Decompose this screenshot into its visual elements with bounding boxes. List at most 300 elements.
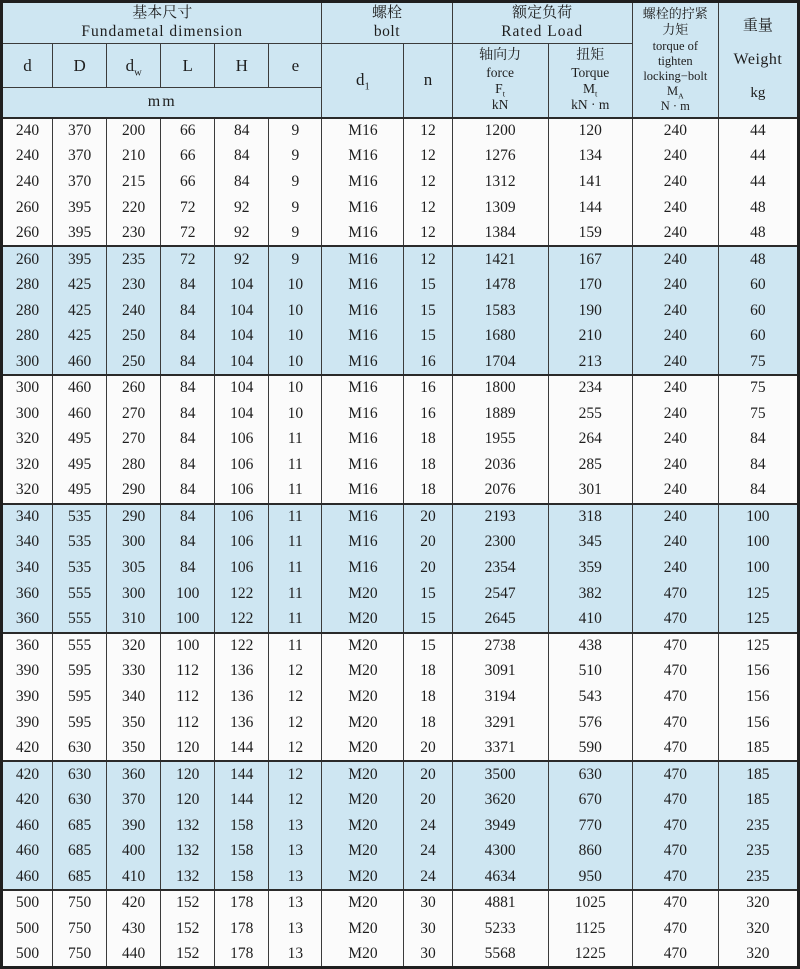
cell: 460 (53, 375, 107, 401)
cell: 15 (404, 607, 452, 633)
cell: 144 (215, 761, 269, 787)
cell: 144 (548, 195, 632, 221)
cell: 112 (161, 710, 215, 736)
cell: 240 (632, 221, 718, 247)
cell: 12 (404, 169, 452, 195)
cell: 420 (2, 736, 53, 762)
cell: 100 (161, 633, 215, 659)
cell: 500 (2, 942, 53, 968)
cell: 270 (107, 401, 161, 427)
cell: M16 (322, 375, 404, 401)
cell: 120 (161, 736, 215, 762)
table-row (2, 787, 799, 813)
cell: 330 (107, 658, 161, 684)
table-row (2, 401, 799, 427)
cell: 370 (53, 143, 107, 169)
cell: 240 (632, 375, 718, 401)
cell: 1478 (452, 272, 548, 298)
table-row (2, 839, 799, 865)
cell: 13 (269, 864, 322, 890)
cell: 84 (161, 427, 215, 453)
table-row (2, 427, 799, 453)
cell: 72 (161, 195, 215, 221)
cell: 12 (404, 195, 452, 221)
cell: 48 (718, 195, 798, 221)
cell: 9 (269, 143, 322, 169)
cell: 1583 (452, 298, 548, 324)
cell: 104 (215, 349, 269, 375)
cell: 300 (107, 530, 161, 556)
col-e: e (269, 44, 322, 88)
cell: M16 (322, 143, 404, 169)
cell: M20 (322, 633, 404, 659)
cell: 280 (107, 452, 161, 478)
cell: 60 (718, 272, 798, 298)
cell: 285 (548, 452, 632, 478)
force-unit: kN (491, 97, 509, 113)
cell: 685 (53, 839, 107, 865)
header-group-row (2, 2, 799, 44)
cell: 770 (548, 813, 632, 839)
cell: M20 (322, 839, 404, 865)
cell: 1384 (452, 221, 548, 247)
cell: 670 (548, 787, 632, 813)
cell: 11 (269, 427, 322, 453)
cell: 430 (107, 916, 161, 942)
cell: 13 (269, 839, 322, 865)
cell: 235 (107, 246, 161, 272)
cell: 630 (53, 787, 107, 813)
cell: 9 (269, 195, 322, 221)
cell: 340 (2, 530, 53, 556)
cell: M16 (322, 118, 404, 144)
cell: 555 (53, 581, 107, 607)
cell: 470 (632, 839, 718, 865)
cell: 240 (2, 143, 53, 169)
cell: 144 (215, 787, 269, 813)
cell: 470 (632, 633, 718, 659)
cell: 75 (718, 375, 798, 401)
cell: 250 (107, 324, 161, 350)
cell: 240 (2, 118, 53, 144)
locking-en-line2: tighten (657, 53, 693, 68)
cell: 106 (215, 555, 269, 581)
cell: 84 (161, 324, 215, 350)
cell: 1200 (452, 118, 548, 144)
cell: 12 (269, 787, 322, 813)
cell: 11 (269, 607, 322, 633)
cell: 11 (269, 555, 322, 581)
cell: M16 (322, 452, 404, 478)
cell: 16 (404, 375, 452, 401)
table-row (2, 324, 799, 350)
cell: 158 (215, 864, 269, 890)
cell: 44 (718, 169, 798, 195)
cell: 178 (215, 942, 269, 968)
cell: 595 (53, 684, 107, 710)
cell: 235 (718, 864, 798, 890)
cell: 470 (632, 942, 718, 968)
cell: M16 (322, 324, 404, 350)
table-row (2, 736, 799, 762)
cell: 320 (2, 452, 53, 478)
cell: 18 (404, 710, 452, 736)
cell: 382 (548, 581, 632, 607)
cell: 104 (215, 272, 269, 298)
cell: 104 (215, 401, 269, 427)
cell: 92 (215, 195, 269, 221)
cell: 230 (107, 221, 161, 247)
weight-en: Weight (733, 51, 783, 69)
cell: 3949 (452, 813, 548, 839)
table-row (2, 607, 799, 633)
cell: 360 (2, 607, 53, 633)
cell: 125 (718, 581, 798, 607)
cell: 590 (548, 736, 632, 762)
cell: 15 (404, 324, 452, 350)
cell: 240 (107, 298, 161, 324)
cell: 84 (161, 272, 215, 298)
cell: 470 (632, 684, 718, 710)
cell: 240 (632, 555, 718, 581)
cell: 250 (107, 349, 161, 375)
cell: 460 (53, 349, 107, 375)
cell: 500 (2, 890, 53, 916)
cell: 235 (718, 813, 798, 839)
cell: 543 (548, 684, 632, 710)
cell: 100 (718, 530, 798, 556)
table-row (2, 298, 799, 324)
cell: 3500 (452, 761, 548, 787)
cell: 122 (215, 633, 269, 659)
cell: 18 (404, 427, 452, 453)
cell: 24 (404, 864, 452, 890)
cell: M16 (322, 246, 404, 272)
col-d1: $d_1$ (322, 44, 404, 118)
cell: 125 (718, 633, 798, 659)
cell: 240 (632, 530, 718, 556)
cell: 24 (404, 813, 452, 839)
bolt-group-zh: 螺栓 (371, 5, 402, 22)
cell: 395 (53, 195, 107, 221)
cell: M20 (322, 942, 404, 968)
cell: 320 (718, 890, 798, 916)
cell: 1421 (452, 246, 548, 272)
cell: 300 (2, 375, 53, 401)
cell: 15 (404, 633, 452, 659)
cell: 264 (548, 427, 632, 453)
cell: 390 (2, 658, 53, 684)
cell: 141 (548, 169, 632, 195)
cell: 280 (2, 298, 53, 324)
cell: 500 (2, 916, 53, 942)
cell: 260 (2, 221, 53, 247)
cell: M20 (322, 864, 404, 890)
cell: 84 (161, 452, 215, 478)
cell: M16 (322, 530, 404, 556)
cell: M20 (322, 607, 404, 633)
cell: 10 (269, 401, 322, 427)
cell: 460 (53, 401, 107, 427)
cell: 2076 (452, 478, 548, 504)
cell: 410 (548, 607, 632, 633)
cell: 12 (269, 761, 322, 787)
cell: 300 (107, 581, 161, 607)
cell: 200 (107, 118, 161, 144)
cell: 112 (161, 684, 215, 710)
col-D: D (53, 44, 107, 88)
cell: 390 (107, 813, 161, 839)
cell: 152 (161, 916, 215, 942)
cell: 1309 (452, 195, 548, 221)
table-row (2, 916, 799, 942)
cell: 18 (404, 658, 452, 684)
cell: 13 (269, 813, 322, 839)
cell: 340 (2, 555, 53, 581)
cell: 16 (404, 401, 452, 427)
cell: 210 (107, 143, 161, 169)
cell: 12 (269, 658, 322, 684)
cell: 2645 (452, 607, 548, 633)
cell: 4881 (452, 890, 548, 916)
cell: 9 (269, 118, 322, 144)
cell: 158 (215, 839, 269, 865)
cell: 18 (404, 684, 452, 710)
cell: 320 (2, 427, 53, 453)
cell: 685 (53, 864, 107, 890)
cell: 12 (404, 246, 452, 272)
cell: M20 (322, 710, 404, 736)
locking-symbol: $M_A$ (666, 83, 684, 100)
cell: 84 (718, 452, 798, 478)
cell: 136 (215, 684, 269, 710)
locking-en-line3: locking−bolt (643, 68, 708, 83)
cell: 234 (548, 375, 632, 401)
torque-en: Torque (571, 64, 610, 80)
cell: 122 (215, 607, 269, 633)
cell: 240 (632, 118, 718, 144)
cell: 9 (269, 221, 322, 247)
cell: 2738 (452, 633, 548, 659)
cell: 156 (718, 684, 798, 710)
cell: 190 (548, 298, 632, 324)
cell: 535 (53, 530, 107, 556)
cell: M16 (322, 195, 404, 221)
cell: 10 (269, 324, 322, 350)
table-body (2, 118, 799, 968)
cell: 10 (269, 298, 322, 324)
cell: 12 (404, 118, 452, 144)
cell: 630 (548, 761, 632, 787)
cell: 320 (107, 633, 161, 659)
locking-zh-line1: 螺栓的拧紧 (642, 6, 708, 21)
cell: 10 (269, 272, 322, 298)
weight-unit: kg (750, 85, 766, 102)
cell: M16 (322, 349, 404, 375)
cell: 125 (718, 607, 798, 633)
cell: 48 (718, 246, 798, 272)
cell: 460 (2, 839, 53, 865)
cell: 84 (215, 118, 269, 144)
cell: 470 (632, 916, 718, 942)
cell: 318 (548, 504, 632, 530)
cell: 470 (632, 736, 718, 762)
cell: M16 (322, 298, 404, 324)
cell: M20 (322, 658, 404, 684)
table-row (2, 195, 799, 221)
cell: M20 (322, 916, 404, 942)
cell: 1025 (548, 890, 632, 916)
cell: 75 (718, 349, 798, 375)
cell: 595 (53, 658, 107, 684)
col-L: L (161, 44, 215, 88)
cell: 305 (107, 555, 161, 581)
cell: 320 (2, 478, 53, 504)
cell: 240 (632, 401, 718, 427)
cell: M16 (322, 221, 404, 247)
torque-symbol: $M_t$ (583, 80, 598, 99)
table-row (2, 143, 799, 169)
cell: 235 (718, 839, 798, 865)
cell: 120 (161, 761, 215, 787)
cell: 106 (215, 452, 269, 478)
cell: 390 (2, 684, 53, 710)
cell: 360 (2, 633, 53, 659)
col-n: n (404, 44, 452, 118)
table-row (2, 349, 799, 375)
cell: 240 (632, 452, 718, 478)
cell: 185 (718, 736, 798, 762)
cell: 350 (107, 710, 161, 736)
cell: 13 (269, 916, 322, 942)
cell: 167 (548, 246, 632, 272)
cell: 350 (107, 736, 161, 762)
cell: 220 (107, 195, 161, 221)
cell: 359 (548, 555, 632, 581)
table-row (2, 504, 799, 530)
cell: 420 (107, 890, 161, 916)
cell: 260 (2, 195, 53, 221)
cell: 13 (269, 942, 322, 968)
cell: M20 (322, 787, 404, 813)
cell: 240 (632, 143, 718, 169)
weight-zh: 重量 (742, 18, 773, 35)
cell: 11 (269, 530, 322, 556)
cell: 120 (548, 118, 632, 144)
header-locking-col (632, 2, 718, 118)
cell: 230 (107, 272, 161, 298)
cell: 84 (161, 375, 215, 401)
cell: 84 (161, 349, 215, 375)
cell: 18 (404, 478, 452, 504)
table-row (2, 633, 799, 659)
cell: 132 (161, 864, 215, 890)
bolt-group-en: bolt (373, 23, 401, 41)
cell: 15 (404, 581, 452, 607)
cell: 122 (215, 581, 269, 607)
cell: 16 (404, 349, 452, 375)
table-row (2, 118, 799, 144)
cell: 470 (632, 658, 718, 684)
cell: M20 (322, 890, 404, 916)
cell: 11 (269, 504, 322, 530)
cell: 240 (632, 246, 718, 272)
cell: 750 (53, 942, 107, 968)
header-dimension-group (2, 2, 322, 44)
cell: 20 (404, 787, 452, 813)
cell: M16 (322, 555, 404, 581)
table-row (2, 761, 799, 787)
cell: 470 (632, 710, 718, 736)
cell: 290 (107, 504, 161, 530)
header-weight-col (718, 2, 798, 118)
cell: 1225 (548, 942, 632, 968)
cell: 215 (107, 169, 161, 195)
table-row (2, 813, 799, 839)
table-row (2, 710, 799, 736)
cell: 340 (2, 504, 53, 530)
torque-unit: kN · m (571, 97, 610, 113)
cell: 75 (718, 401, 798, 427)
table-header (2, 2, 799, 118)
cell: 12 (269, 710, 322, 736)
cell: 240 (632, 298, 718, 324)
cell: 395 (53, 246, 107, 272)
cell: 30 (404, 890, 452, 916)
cell: 112 (161, 658, 215, 684)
cell: 1680 (452, 324, 548, 350)
table-row (2, 942, 799, 968)
table-row (2, 530, 799, 556)
cell: M20 (322, 581, 404, 607)
cell: 84 (215, 169, 269, 195)
cell: 72 (161, 246, 215, 272)
cell: 136 (215, 658, 269, 684)
cell: 3291 (452, 710, 548, 736)
cell: 11 (269, 633, 322, 659)
cell: 301 (548, 478, 632, 504)
cell: 100 (161, 607, 215, 633)
cell: M16 (322, 272, 404, 298)
cell: 104 (215, 375, 269, 401)
cell: 106 (215, 530, 269, 556)
cell: 104 (215, 324, 269, 350)
col-force (452, 44, 548, 118)
cell: 630 (53, 736, 107, 762)
cell: 4634 (452, 864, 548, 890)
cell: 440 (107, 942, 161, 968)
cell: 1276 (452, 143, 548, 169)
cell: 159 (548, 221, 632, 247)
locking-zh-line2: 力矩 (662, 22, 689, 38)
cell: 132 (161, 839, 215, 865)
cell: 2354 (452, 555, 548, 581)
table-row (2, 221, 799, 247)
cell: 66 (161, 143, 215, 169)
cell: 260 (107, 375, 161, 401)
cell: 555 (53, 607, 107, 633)
cell: 240 (632, 478, 718, 504)
cell: 360 (107, 761, 161, 787)
cell: M16 (322, 169, 404, 195)
cell: 44 (718, 143, 798, 169)
cell: 144 (215, 736, 269, 762)
cell: 3620 (452, 787, 548, 813)
cell: 370 (107, 787, 161, 813)
cell: 152 (161, 942, 215, 968)
cell: 300 (2, 401, 53, 427)
cell: 320 (718, 942, 798, 968)
